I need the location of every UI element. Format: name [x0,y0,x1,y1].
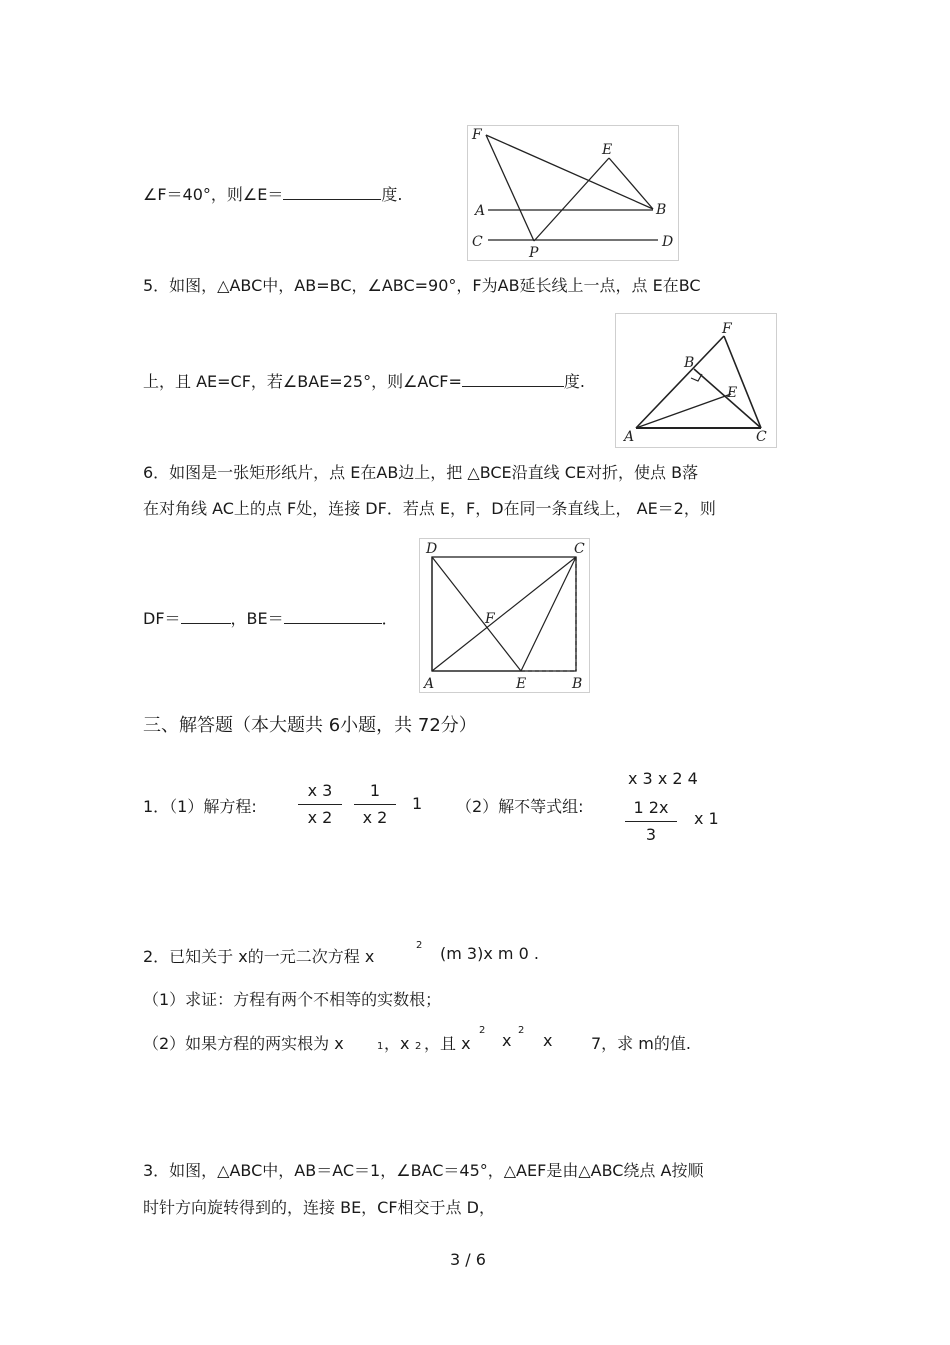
p2-exp1: 2 [479,1025,486,1036]
q4-text [143,183,402,205]
p2-exp2: 2 [518,1025,525,1036]
q6-line3 [143,607,398,629]
q6-line1: 6．如图是一张矩形纸片，点 E在AB边上，把 △BCE沿直线 CE对折，使点 B落 [143,463,699,482]
p1-label: 1．（1）解方程: [143,797,257,816]
q5-answer-blank[interactable] [462,370,564,387]
p1-ineq2-bar [625,821,677,822]
page-number: 3 / 6 [450,1250,486,1269]
fig4-label-f: F [472,127,482,143]
q4-angle-text: ∠F＝40°，则∠E＝ [143,185,284,204]
p2-sub2-x1x2: x [543,1031,553,1050]
p1-ineq2-den: 3 [645,825,657,844]
q6-be-blank[interactable] [284,607,382,624]
p1-frac1 [298,781,342,828]
fig5-label-f: F [722,321,732,337]
fig4-label-c: C [472,234,483,250]
p1-frac1-den: x 2 [307,808,333,827]
p2-line1-text: 2．已知关于 x的一元二次方程 x [143,947,375,966]
fig6-label-e: E [516,676,527,692]
p2-sub2-mid: ，x [384,1034,410,1053]
q5-figure [615,313,777,448]
p1-frac2-num: 1 [369,781,381,800]
p2-sub-x1: 1 [377,1041,384,1052]
fig4-label-e: E [602,142,613,158]
p2-sub2-end: 7，求 m的值. [591,1034,691,1053]
fig6-label-b: B [572,676,583,692]
p1-ineq2-num: 1 2x [633,798,669,817]
p1-ineq2-rhs: x 1 [694,809,719,828]
p2-sub2-mid2: ，且 x [424,1034,471,1053]
section3-title: 三、解答题（本大题共 6小题，共 72分） [143,715,477,736]
p1-frac1-bar [298,804,342,805]
q6-figure [419,538,590,693]
p2-sup2: 2 [416,940,423,951]
fig5-label-c: C [756,429,767,445]
p1-ineq1: x 3 x 2 4 [628,769,698,788]
fig4-label-b: B [656,202,667,218]
p1-rhs: 1 [412,794,423,813]
q6-df-blank[interactable] [181,607,231,624]
p1-frac1-num: x 3 [307,781,333,800]
q6-end: ． [381,609,398,628]
q6-line2: 在对角线 AC上的点 F处，连接 DF．若点 E，F，D在同一条直线上， AE＝2，则 [143,499,716,518]
p2-sub2 [143,1031,344,1054]
p1-ineq2-frac [625,798,677,845]
p2-sub-x2: 2 [415,1041,422,1052]
p2-sub2-text: （2）如果方程的两实根为 x [143,1034,344,1053]
q5-unit: 度. [563,372,585,391]
p1-frac2-bar [354,804,396,805]
fig6-label-c: C [574,541,585,557]
q6-df-label: DF＝ [143,609,181,628]
q4-answer-blank[interactable] [283,183,381,200]
fig5-label-b: B [684,355,695,371]
q5-line1: 5．如图，△ABC中，AB=BC，∠ABC=90°，F为AB延长线上一点，点 E在BC [143,276,701,295]
p1-frac2 [354,781,396,828]
fig4-label-a: A [475,203,486,219]
p3-line2: 时针方向旋转得到的，连接 BE，CF相交于点 D， [143,1198,495,1217]
fig6-label-f: F [485,611,495,627]
fig5-label-e: E [727,385,738,401]
p2-line1 [143,944,374,967]
fig5-label-a: A [624,429,635,445]
p2-sub2-x2: x [502,1031,512,1050]
q4-unit: 度. [381,185,403,204]
fig4-label-p: P [529,245,539,260]
fig6-label-a: A [424,676,435,692]
q6-be-label: ，BE＝ [230,609,284,628]
p1-part2-label: （2）解不等式组: [456,797,584,816]
q5-line2-text: 上，且 AE=CF，若∠BAE=25°，则∠ACF= [143,372,462,391]
q5-line2 [143,370,585,392]
p3-line1: 3．如图，△ABC中，AB＝AC＝1，∠BAC＝45°，△AEF是由△ABC绕点 A按顺 [143,1161,704,1180]
p2-sub1: （1）求证：方程有两个不相等的实数根； [143,990,442,1009]
fig4-label-d: D [662,234,674,250]
q4-figure [467,125,679,261]
p1-frac2-den: x 2 [362,808,388,827]
p2-line1-rest: (m 3)x m 0 . [440,944,539,963]
fig6-label-d: D [426,541,438,557]
